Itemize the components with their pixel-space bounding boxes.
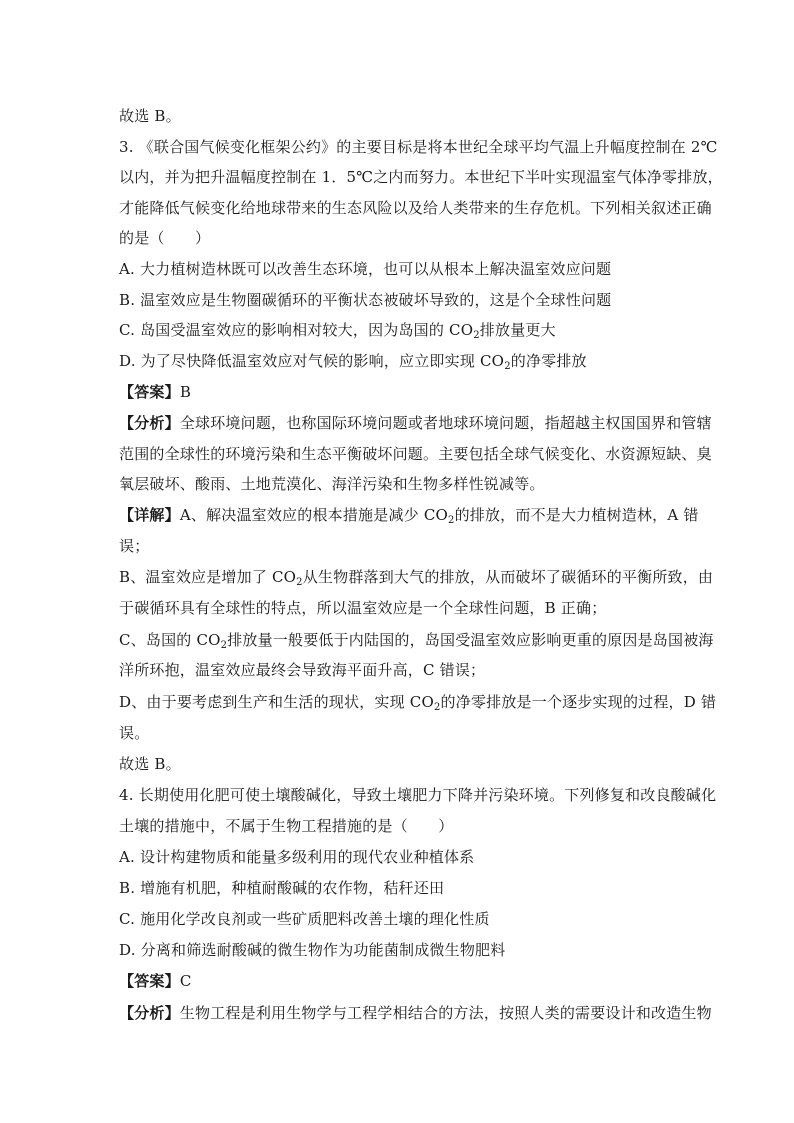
question-4-stem: 4. 长期使用化肥可使土壤酸碱化，导致土壤肥力下降并污染环境。下列修复和改良酸碱化	[119, 786, 717, 804]
detail-c	[119, 630, 714, 651]
answer-tag: 【答案】	[119, 383, 180, 401]
analysis-tag: 【分析】	[119, 414, 180, 432]
detail-d	[119, 692, 717, 713]
subscript: 2	[473, 330, 480, 341]
subscript: 2	[448, 515, 455, 526]
option-c	[119, 320, 679, 340]
analysis-text: 生物工程是利用生物学与工程学相结合的方法，按照人类的需要设计和改造生物	[179, 1004, 712, 1022]
analysis-tag: 【分析】	[119, 1004, 180, 1022]
detail-text: 排放量一般要低于内陆国的，岛国受温室效应影响更重的原因是岛国被海	[227, 631, 714, 649]
analysis-cont: 氧层破坏、酸雨、土地荒漠化、海洋污染和生物多样性锐减等。	[119, 475, 545, 493]
detail-tag: 【详解】	[119, 506, 180, 524]
answer-choice-line: 故选 B。	[119, 755, 181, 773]
question-3-stem-cont: 以内，并为把升温幅度控制在 1．5℃之内而努力。本世纪下半叶实现温室气体净零排放，	[119, 168, 723, 186]
detail-cont: 洋所环抱，温室效应最终会导致海平面升高，C 错误；	[119, 661, 486, 679]
option-d-text: D. 为了尽快降低温室效应对气候的影响，应立即实现 CO	[119, 352, 505, 370]
subscript: 2	[220, 640, 228, 651]
answer-line	[119, 971, 679, 991]
option-b: B. 温室效应是生物圈碳循环的平衡状态被破坏导致的，这是个全球性问题	[119, 291, 612, 309]
detail-cont: 于碳循环具有全球性的特点，所以温室效应是一个全球性问题，B 正确；	[119, 599, 607, 617]
option-a: A. 大力植树造林既可以改善生态环境，也可以从根本上解决温室效应问题	[119, 260, 612, 278]
option-c: C. 施用化学改良剂或一些矿质肥料改善土壤的理化性质	[119, 910, 490, 928]
option-c-text: 排放量更大	[479, 321, 556, 339]
detail-text: B、温室效应是增加了 CO	[119, 568, 297, 586]
subscript: 2	[504, 361, 511, 372]
question-3-stem-cont: 的是（ ）	[119, 229, 211, 247]
answer-value: B	[179, 383, 192, 401]
detail-b	[119, 567, 714, 588]
analysis-line	[119, 1003, 712, 1023]
detail-text: D、由于要考虑到生产和生活的现状，实现 CO	[119, 693, 434, 711]
detail-text: C、岛国的 CO	[119, 631, 221, 649]
detail-text: 从生物群落到大气的排放，从而破坏了碳循环的平衡所致，由	[302, 568, 714, 586]
subscript: 2	[296, 577, 303, 588]
detail-text: 的净零排放是一个逐步实现的过程，D 错	[440, 693, 717, 711]
subscript: 2	[433, 702, 441, 713]
question-4-stem-cont: 土壤的措施中，不属于生物工程措施的是（ ）	[119, 817, 454, 835]
detail-text: 的排放，而不是大力植树造林，A 错	[454, 506, 699, 524]
question-3-stem-cont: 才能降低气候变化给地球带来的生态风险以及给人类带来的生存危机。下列相关叙述正确	[119, 199, 712, 217]
answer-value: C	[179, 972, 192, 990]
analysis-line	[119, 413, 712, 433]
detail-line	[119, 505, 699, 526]
analysis-text: 全球环境问题，也称国际环境问题或者地球环境问题，指超越主权国国界和管辖	[179, 414, 712, 432]
option-a: A. 设计构建物质和能量多级利用的现代农业种植体系	[119, 848, 475, 866]
answer-tag: 【答案】	[119, 972, 180, 990]
option-b: B. 增施有机肥，种植耐酸碱的农作物，秸秆还田	[119, 879, 445, 897]
option-d	[119, 351, 679, 371]
option-d-text: 的净零排放	[510, 352, 587, 370]
answer-choice-line: 故选 B。	[119, 107, 181, 125]
detail-cont: 误；	[119, 537, 150, 555]
question-3-stem: 3. 《联合国气候变化框架公约》的主要目标是将本世纪全球平均气温上升幅度控制在 2℃	[119, 138, 718, 156]
option-d: D. 分离和筛选耐酸碱的微生物作为功能菌制成微生物肥料	[119, 941, 506, 959]
detail-cont: 误。	[119, 724, 150, 742]
answer-line	[119, 382, 679, 402]
analysis-cont: 范围的全球性的环境污染和生态平衡破坏问题。主要包括全球气候变化、水资源短缺、臭	[119, 445, 712, 463]
option-c-text: C. 岛国受温室效应的影响相对较大，因为岛国的 CO	[119, 321, 474, 339]
detail-text: A、解决温室效应的根本措施是减少 CO	[179, 506, 448, 524]
